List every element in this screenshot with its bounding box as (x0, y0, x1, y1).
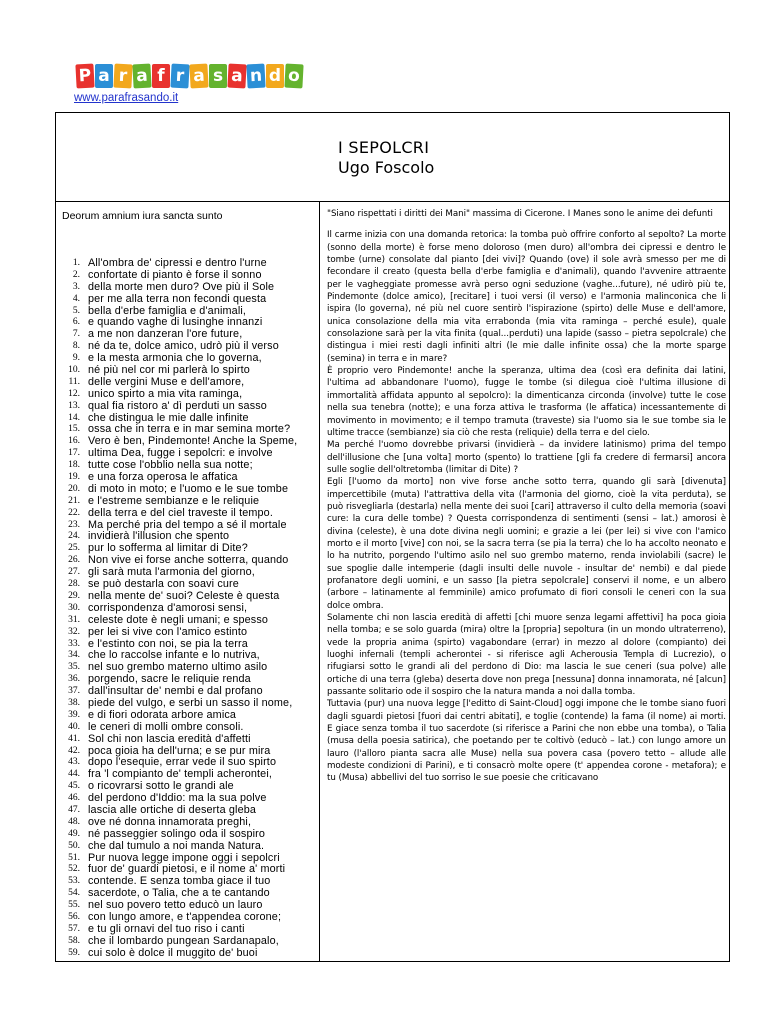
poem-line (60, 662, 316, 674)
line-number: 31. (68, 614, 80, 625)
line-number: 15. (68, 424, 80, 435)
verse-text: corrispondenza d'amorosi sensi, (88, 602, 248, 614)
poem-line (60, 270, 316, 282)
verse-text: né più nel cor mi parlerà lo spirto (88, 365, 250, 377)
line-number: 1. (72, 258, 80, 268)
column-divider (319, 202, 320, 961)
verse-text: cui solo è dolce il muggito de' buoi (88, 947, 258, 959)
poem-line (60, 603, 316, 615)
poem-line (60, 389, 316, 401)
logo-letter: r (170, 64, 189, 89)
line-number: 33. (68, 638, 80, 649)
line-number: 24. (68, 531, 80, 542)
poem-line (60, 769, 316, 781)
verse-text: e l'estinto con noi, se pia la terra (88, 638, 248, 650)
line-number: 26. (68, 555, 80, 566)
verse-text: ultima Dea, fugge i sepolcri: e involve (88, 448, 273, 460)
poem-line (60, 686, 316, 698)
line-number: 5. (72, 305, 80, 316)
logo-letter: r (113, 64, 132, 89)
verse-text: né passeggier solingo oda il sospiro (88, 828, 266, 840)
logo-letter: P (75, 64, 94, 89)
poem-line (60, 555, 316, 567)
poem-title: I SEPOLCRI (338, 138, 430, 157)
commentary-paragraph: Tuttavia (pur) una nuova legge [l'editto di Saint-Cloud] oggi impone che le tombe siano fuori dagli sguardi pietosi [fuori dai centri abitati], e toglie (contende) la fama (il nome) ai morti. E giace senza tomba il tuo sacerdote (si riferisce a Parini che non ebbe una tomba), o Talia (musa della poesia satirica), che poetando per te coltivò (educò – lat.) con lungo amore un lauro (l'alloro pianta sacra alle Muse) nella sua povera casa (povero tetto – allude alle modeste condizioni di Parini), e ti consacrò molte opere (t' appendea corone - metafora); e tu (Musa) abbellivi del tuo sorriso le sue poesie che criticavano (327, 699, 726, 784)
poem-line (60, 829, 316, 841)
verse-text: Ma perché pria del tempo a sé il mortale (88, 519, 287, 531)
verse-text: nel suo povero tetto educò un lauro (88, 900, 263, 912)
poem-line (60, 888, 316, 900)
commentary-paragraph: Solamente chi non lascia eredità di affetti [chi muore senza legami affettivi] ha poca gioia nella tomba; e se solo guarda (mira) oltre la [propria] sepoltura (in un mondo ultraterreno), vede la propria anima (spirto) vagabondare (errar) in mezzo al dolore (compianto) dei luoghi infernali (templi acherontei - si riferisce agli Acherousia Templa di Lucrezio), o rifugiarsi sotto le grandi ali del perdono di Dio: ma lascia le sue ceneri (sua polve) alle ortiche di una terra (gleba) deserta dove non prega [nessuna] donna innamorata, né [alcun] passante solitario ode il sospiro che la natura manda a noi dalla tomba. (327, 613, 726, 698)
document-box (55, 112, 730, 962)
poem-line (60, 615, 316, 627)
verse-text: dopo l'esequie, errar vede il suo spirto (88, 757, 277, 769)
verse-text: e la mesta armonia che lo governa, (88, 353, 262, 365)
verse-text: lascia alle ortiche di deserta gleba (88, 804, 257, 816)
poem-line (60, 650, 316, 662)
line-number: 47. (68, 804, 80, 815)
verse-text: nel suo grembo materno ultimo asilo (88, 662, 268, 674)
poem-line (60, 853, 316, 865)
verse-text: a me non danzeran l'ore future, (88, 329, 243, 341)
line-number: 36. (68, 674, 80, 685)
verse-text: Non vive ei forse anche sotterra, quando (88, 555, 289, 567)
line-number: 57. (68, 923, 80, 934)
poem-line (60, 520, 316, 532)
verse-text: per me alla terra non fecondi questa (88, 293, 267, 305)
poem-line (60, 805, 316, 817)
poem-author: Ugo Foscolo (338, 158, 435, 177)
line-number: 28. (68, 579, 80, 590)
line-number: 38. (68, 697, 80, 708)
poem-line (60, 508, 316, 520)
line-number: 51. (68, 852, 80, 863)
line-number: 11. (68, 376, 80, 387)
poem-line (60, 912, 316, 924)
verse-text: Pur nuova legge impone oggi i sepolcri (88, 852, 280, 864)
logo-letter: f (152, 64, 170, 88)
poem-line (60, 841, 316, 853)
logo-letter: a (95, 64, 113, 88)
poem-line (60, 258, 316, 270)
poem-line (60, 377, 316, 389)
line-number: 55. (68, 900, 80, 911)
line-number: 49. (68, 828, 80, 839)
poem-line (60, 365, 316, 377)
poem-line (60, 948, 316, 960)
poem-line (60, 698, 316, 710)
poem-line (60, 924, 316, 936)
line-number: 27. (68, 567, 80, 578)
verse-text: dall'insultar de' nembi e dal profano (88, 686, 263, 698)
poem-line (60, 864, 316, 876)
line-number: 40. (68, 721, 80, 732)
line-number: 45. (68, 781, 80, 792)
parafrasando-logo[interactable] (76, 64, 304, 90)
verse-text: se può destarla con soavi cure (88, 579, 239, 591)
verse-text: e tu gli ornavi del tuo riso i canti (88, 923, 245, 935)
poem-line (60, 674, 316, 686)
line-number: 23. (68, 519, 80, 530)
poem-line (60, 294, 316, 306)
line-number: 59. (68, 947, 80, 958)
line-number: 39. (68, 709, 80, 720)
verse-text: e di fiori odorata arbore amica (88, 709, 237, 721)
logo-letter: o (284, 64, 303, 89)
poem-line (60, 543, 316, 555)
verse-text: Sol chi non lascia eredità d'affetti (88, 733, 251, 745)
verse-text: confortate di pianto è forse il sonno (88, 269, 262, 281)
poem-line (60, 424, 316, 436)
line-number: 18. (68, 460, 80, 471)
commentary-paragraph: Il carme inizia con una domanda retorica: la tomba può offrire conforto al sepolto? La morte (sonno della morte) è forse meno doloroso (men duro) all'ombra dei cipressi e dentro le tombe (urne) consolate dal pianto [dei vivi]? Quando (ove) il sole avrà smesso per me di fecondare il creato (questa bella d'erbe famiglia e d'animali), quando l'avvenire attraente per le vagheggiate promesse avrà perso ogni seduzione (vaghe...future), né udirò più te, Pindemonte (dolce amico), [recitare] i tuoi versi (il verso) e l'armonia malinconica che li ispira (lo governa), né più nel cuore sentirò l'ispirazione (spirto) delle Muse e dell'amore, unica consolazione della mia vita errabonda (mia vita raminga – perché esule), quale consolazione sarà per la vita finita (qual...perduti) una lapide (sasso – pietra sepolcrale) che distingua i miei resti dagli infiniti altri (le mie dalle infinite ossa) che la morte sparge (semina) in terra e in mare? (327, 230, 726, 364)
verse-text: qual fia ristoro a' dì perduti un sasso (88, 400, 267, 412)
verse-text: nella mente de' suoi? Celeste è questa (88, 590, 280, 602)
verse-text: della terra e del ciel traveste il tempo. (88, 507, 273, 519)
line-number: 17. (68, 448, 80, 459)
line-number: 13. (68, 400, 80, 411)
poem-line (60, 341, 316, 353)
line-number: 25. (68, 543, 80, 554)
poem-line (60, 401, 316, 413)
poem-line (60, 579, 316, 591)
poem-line (60, 734, 316, 746)
poem-line (60, 353, 316, 365)
commentary-paragraph: Ma perché l'uomo dovrebbe privarsi (invidierà – da invidere latinismo) prima del tempo dell'illusione che [una volta] morto (spento) lo trattiene [gli fa credere di fermarsi] ancora sulle soglie dell'oltretomba (limitar di Dite) ? (327, 440, 726, 475)
poem-line (60, 413, 316, 425)
poem-line (60, 496, 316, 508)
line-number: 32. (68, 626, 80, 637)
verse-text: invidierà l'illusion che spento (88, 531, 230, 543)
poem-line (60, 639, 316, 651)
verse-text: ove né donna innamorata preghi, (88, 816, 252, 828)
verse-text: bella d'erbe famiglia e d'animali, (88, 305, 247, 317)
poem-line (60, 282, 316, 294)
poem-verses (60, 258, 316, 960)
poem-line (60, 460, 316, 472)
line-number: 58. (68, 935, 80, 946)
verse-text: e l'estreme sembianze e le reliquie (88, 495, 260, 507)
site-link[interactable]: www.parafrasando.it (74, 92, 179, 104)
verse-text: poca gioia ha dell'urna; e se pur mira (88, 745, 271, 757)
verse-text: fuor de' guardi pietosi, e il nome a' morti (88, 864, 286, 876)
line-number: 4. (72, 293, 80, 304)
line-number: 42. (68, 745, 80, 756)
line-number: 37. (68, 686, 80, 697)
line-number: 19. (68, 472, 80, 483)
poem-line (60, 531, 316, 543)
verse-text: del perdono d'Iddio: ma la sua polve (88, 793, 267, 805)
line-number: 7. (72, 329, 80, 340)
poem-line (60, 306, 316, 318)
poem-line (60, 448, 316, 460)
line-number: 6. (72, 317, 80, 328)
logo-letter: a (189, 64, 208, 89)
line-number: 46. (68, 793, 80, 804)
commentary-column (327, 208, 726, 785)
poem-line (60, 722, 316, 734)
line-number: 12. (68, 388, 80, 399)
line-number: 29. (68, 590, 80, 601)
line-number: 41. (68, 733, 80, 744)
line-number: 10. (68, 365, 80, 376)
commentary-paragraph: Egli [l'uomo da morto] non vive forse anche sotto terra, quando gli sarà [divenuta] impercettibile (muta) l'attrattiva della vita (l'armonia del giorno, cioè la vita perduta), se può risvegliarla (destarla) nella mente dei suoi [cari] attraverso il culto della memoria (soavi cure: la cura delle tombe) ? Questa corrispondenza di sentimenti (sensi – lat.) amorosi è divina (celeste), è una dote divina negli uomini; e grazie a lei (per lei) si vive con l'amico morto e il morto [vive] con noi, se la sacra terra (se pia la terra) che lo ha accolto neonato e lo ha nutrito, porgendo l'ultimo asilo nel suo grembo materno, renda inviolabili (sacre) le sue spoglie dalle intemperie (dagli insulti delle nuvole - insultar de' nembi) e dal piede profanatore degli uomini, e un sasso [la pietra sepolcrale] conservi il nome, e un albero (arbore – latinamente al femminile) amico profumato di fiori consoli le ceneri con la sua dolce ombra. (327, 477, 726, 611)
line-number: 14. (68, 412, 80, 423)
line-number: 21. (68, 495, 80, 506)
verse-text: e una forza operosa le affatica (88, 472, 238, 484)
verse-text: Vero è ben, Pindemonte! Anche la Speme, (88, 436, 298, 448)
verse-text: né da te, dolce amico, udrò più il verso (88, 341, 279, 353)
verse-text: delle vergini Muse e dell'amore, (88, 376, 245, 388)
poem-motto: Deorum amnium iura sancta sunto (62, 210, 223, 222)
poem-line (60, 781, 316, 793)
line-number: 43. (68, 757, 80, 768)
line-number: 35. (68, 662, 80, 673)
line-number: 34. (68, 650, 80, 661)
verse-text: fra 'l compianto de' templi acherontei, (88, 769, 273, 781)
logo-letter: d (266, 64, 284, 88)
verse-text: della morte men duro? Ove più il Sole (88, 281, 275, 293)
logo-letter: n (246, 64, 265, 89)
line-number: 22. (68, 507, 80, 518)
verse-text: All'ombra de' cipressi e dentro l'urne (88, 258, 267, 269)
line-number: 9. (72, 353, 80, 364)
poem-line (60, 472, 316, 484)
poem-line (60, 876, 316, 888)
poem-line (60, 793, 316, 805)
verse-text: tutte cose l'obblio nella sua notte; (88, 460, 253, 472)
poem-line (60, 591, 316, 603)
verse-text: che distingua le mie dalle infinite (88, 412, 249, 424)
verse-text: per lei si vive con l'amico estinto (88, 626, 248, 638)
poem-line (60, 627, 316, 639)
verse-text: che dal tumulo a noi manda Natura. (88, 840, 265, 852)
verse-text: con lungo amore, e t'appendea corone; (88, 911, 282, 923)
verse-text: pur lo sofferma al limitar di Dite? (88, 543, 248, 555)
verse-text: di moto in moto; e l'uomo e le sue tombe (88, 483, 289, 495)
verse-text: e quando vaghe di lusinghe innanzi (88, 317, 263, 329)
line-number: 44. (68, 769, 80, 780)
poem-line (60, 900, 316, 912)
poem-line (60, 817, 316, 829)
line-number: 16. (68, 436, 80, 447)
verse-text: che il lombardo pungean Sardanapalo, (88, 935, 279, 947)
line-number: 2. (72, 269, 80, 280)
poem-line (60, 484, 316, 496)
poem-line (60, 936, 316, 948)
verse-text: porgendo, sacre le reliquie renda (88, 674, 251, 686)
line-number: 3. (72, 281, 80, 292)
poem-line (60, 757, 316, 769)
line-number: 53. (68, 876, 80, 887)
line-number: 20. (68, 483, 80, 494)
verse-text: o ricovrarsi sotto le grandi ale (88, 781, 234, 793)
line-number: 30. (68, 602, 80, 613)
poem-line (60, 436, 316, 448)
line-number: 52. (68, 864, 80, 875)
poem-line (60, 317, 316, 329)
commentary-paragraph: È proprio vero Pindemonte! anche la speranza, ultima dea (così era definita dai latini, l'ultima ad abbandonare l'uomo), fugge le tombe (si dilegua cioè l'ultima illusione di immortalità affidata appunto al sepolcro): la dimenticanza circonda (involve) tutte le cose nella sua tenebra (notte); e una forza attiva le trasforma (le affatica) incessantemente di movimento in movimento; e il tempo tramuta (traveste) sia l'uomo sia le sue tombe sia le ultime tracce (sembianze) sia ciò che resta (reliquie) della terra e del cielo. (327, 366, 726, 438)
line-number: 48. (68, 816, 80, 827)
verse-text: piede del vulgo, e serbi un sasso il nome, (88, 697, 293, 709)
verse-text: che lo raccolse infante e lo nutriva, (88, 650, 260, 662)
verse-text: contende. E senza tomba giace il tuo (88, 876, 271, 888)
verse-text: celeste dote è negli umani; e spesso (88, 614, 269, 626)
logo-letter: a (227, 64, 246, 89)
commentary-paragraph: "Siano rispettati i diritti dei Mani" massima di Cicerone. I Manes sono le anime dei defunti (327, 209, 713, 219)
verse-text: sacerdote, o Talia, che a te cantando (88, 888, 270, 900)
line-number: 50. (68, 840, 80, 851)
title-row (56, 113, 729, 202)
line-number: 8. (72, 341, 80, 352)
verse-text: unico spirto a mia vita raminga, (88, 388, 243, 400)
verse-text: le ceneri di molli ombre consoli. (88, 721, 244, 733)
poem-line (60, 710, 316, 722)
poem-line (60, 746, 316, 758)
poem-line (60, 567, 316, 579)
line-number: 56. (68, 911, 80, 922)
verse-text: gli sarà muta l'armonia del giorno, (88, 567, 255, 579)
line-number: 54. (68, 888, 80, 899)
poem-line (60, 329, 316, 341)
logo-letter: s (209, 64, 227, 88)
logo-letter: a (132, 64, 151, 89)
verse-text: ossa che in terra e in mar semina morte? (88, 424, 291, 436)
